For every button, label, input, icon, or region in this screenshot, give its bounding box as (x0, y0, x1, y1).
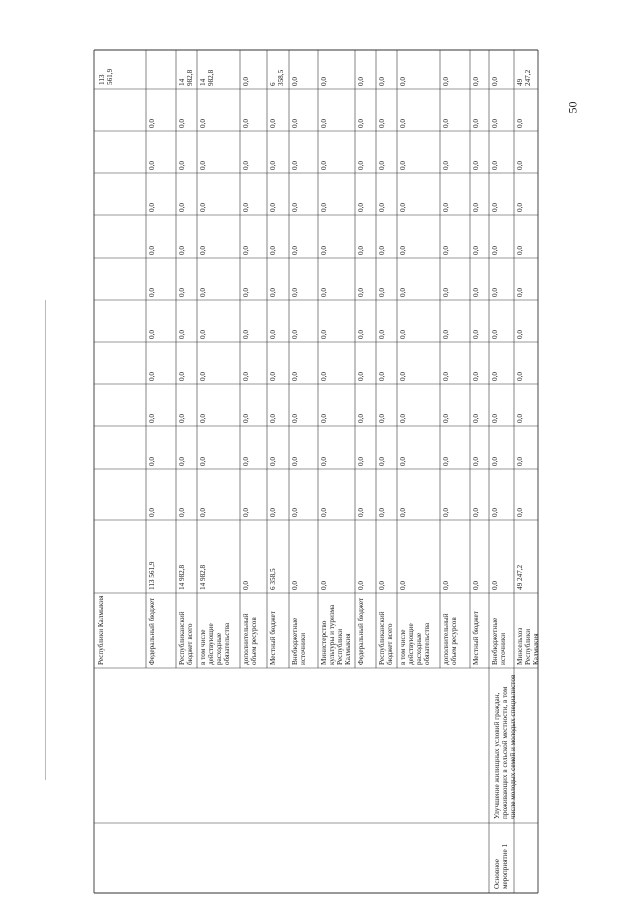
row-value: 0,0 (242, 414, 250, 423)
page-number: 50 (565, 101, 580, 114)
row-value-first: 0,0 (442, 581, 450, 590)
row-value: 0,0 (442, 161, 450, 170)
row-value-first: 0,0 (242, 581, 250, 590)
row-source: Федеральный бюджет (148, 597, 156, 665)
row-value: 0,0 (178, 288, 186, 297)
row-value: 0,0 (269, 414, 277, 423)
row-value: 0,0 (199, 372, 207, 381)
row-value: 0,0 (320, 372, 328, 381)
row-value: 0,0 (148, 330, 156, 339)
row-source: Местный бюджет (269, 611, 277, 665)
row-value: 0,0 (357, 414, 365, 423)
row-value-last: 0,0 (491, 77, 499, 86)
row-value: 0,0 (199, 161, 207, 170)
row-value: 0,0 (269, 457, 277, 466)
row-value: 0,0 (291, 246, 299, 255)
row-source: Внебюджетные источники (491, 617, 507, 665)
row-source: Республиканский бюджет всего (378, 611, 394, 665)
row-value: 0,0 (442, 372, 450, 381)
row-value: 0,0 (399, 414, 407, 423)
row-value: 0,0 (242, 161, 250, 170)
row-value: 0,0 (148, 372, 156, 381)
row-value: 0,0 (242, 288, 250, 297)
row-value: 0,0 (516, 203, 524, 212)
row-source: Минсельхоз Республики Калмыкия (516, 627, 540, 665)
row-value-first: 14 982,8 (199, 564, 207, 590)
row-value: 0,0 (148, 203, 156, 212)
row-value: 0,0 (491, 414, 499, 423)
row-value: 0,0 (148, 119, 156, 128)
row-value: 0,0 (320, 246, 328, 255)
row-value: 0,0 (357, 508, 365, 517)
row-value-last: 49 247,2 (516, 69, 532, 86)
row-value: 0,0 (148, 161, 156, 170)
row-value: 0,0 (442, 508, 450, 517)
row-value: 0,0 (291, 119, 299, 128)
row-value: 0,0 (242, 203, 250, 212)
row-value: 0,0 (178, 457, 186, 466)
row-source: дополнительный объем ресурсов (442, 613, 458, 665)
row-value: 0,0 (357, 161, 365, 170)
row-value: 0,0 (399, 203, 407, 212)
row-value: 0,0 (442, 330, 450, 339)
row-value: 0,0 (291, 161, 299, 170)
row-source: дополнительный объем ресурсов (242, 613, 258, 665)
row-value: 0,0 (242, 330, 250, 339)
row-value: 0,0 (199, 457, 207, 466)
row-value: 0,0 (491, 508, 499, 517)
row-value: 0,0 (491, 161, 499, 170)
row-value: 0,0 (491, 288, 499, 297)
row-value: 0,0 (442, 288, 450, 297)
row-value: 0,0 (378, 288, 386, 297)
row-value: 0,0 (472, 508, 480, 517)
row-value: 0,0 (442, 246, 450, 255)
row-value-last: 0,0 (378, 77, 386, 86)
row-value: 0,0 (378, 457, 386, 466)
row-value: 0,0 (472, 119, 480, 128)
row-value-first: 0,0 (378, 581, 386, 590)
row-value: 0,0 (178, 161, 186, 170)
row-value: 0,0 (378, 203, 386, 212)
row-value: 0,0 (491, 330, 499, 339)
scan-artifact (45, 300, 46, 780)
row-value: 0,0 (320, 203, 328, 212)
row-value: 0,0 (242, 508, 250, 517)
row-value: 0,0 (148, 288, 156, 297)
row-value: 0,0 (320, 414, 328, 423)
row-value-first: 0,0 (472, 581, 480, 590)
row-value: 0,0 (291, 330, 299, 339)
row-value: 0,0 (199, 203, 207, 212)
row-source: Федеральный бюджет (357, 597, 365, 665)
row-value: 0,0 (178, 119, 186, 128)
row-value: 0,0 (242, 246, 250, 255)
row-value: 0,0 (516, 161, 524, 170)
row-value: 0,0 (199, 330, 207, 339)
row-source: Внебюджетные источники (291, 617, 307, 665)
row-value: 0,0 (491, 203, 499, 212)
measure-description: Улучшение жилищных условий граждан, проживающих в сельской местности, в том числе молодых семей и молодых специалистов (493, 674, 517, 819)
row-value: 0,0 (442, 457, 450, 466)
row-value: 0,0 (357, 119, 365, 128)
row-value: 0,0 (291, 203, 299, 212)
row-value: 0,0 (516, 457, 524, 466)
header-region: Республики Калмыкия (97, 595, 105, 665)
row-value: 0,0 (199, 119, 207, 128)
row-value: 0,0 (491, 119, 499, 128)
row-value: 0,0 (399, 508, 407, 517)
row-value: 0,0 (269, 330, 277, 339)
row-value: 0,0 (472, 372, 480, 381)
header-total: 113 561,9 (98, 68, 114, 85)
row-value: 0,0 (269, 246, 277, 255)
row-value-first: 49 247,2 (516, 564, 524, 590)
row-value-first: 14 982,8 (178, 564, 186, 590)
row-value-last: 0,0 (472, 77, 480, 86)
row-value: 0,0 (378, 372, 386, 381)
row-value: 0,0 (516, 246, 524, 255)
row-value-last: 0,0 (399, 77, 407, 86)
row-value: 0,0 (442, 203, 450, 212)
row-source: Министерство культуры и туризма Республики Калмыкия (320, 604, 352, 665)
row-value: 0,0 (399, 457, 407, 466)
row-value-first: 0,0 (357, 581, 365, 590)
row-value: 0,0 (357, 330, 365, 339)
row-source: в том числе действующие расходные обязательства (399, 622, 431, 665)
row-value: 0,0 (516, 372, 524, 381)
row-value-last: 14 982,8 (199, 69, 215, 86)
row-value: 0,0 (291, 288, 299, 297)
row-value: 0,0 (399, 119, 407, 128)
row-source: в том числе действующие расходные обязательства (199, 622, 231, 665)
row-value-first: 0,0 (320, 581, 328, 590)
row-value: 0,0 (199, 246, 207, 255)
row-value: 0,0 (472, 457, 480, 466)
row-value: 0,0 (399, 288, 407, 297)
row-value: 0,0 (357, 288, 365, 297)
row-value-last: 0,0 (320, 77, 328, 86)
row-value: 0,0 (357, 203, 365, 212)
row-value: 0,0 (148, 457, 156, 466)
row-value-first: 6 358,5 (269, 568, 277, 590)
row-value-first: 0,0 (491, 581, 499, 590)
row-source: Республиканский бюджет всего (178, 611, 194, 665)
row-value: 0,0 (242, 372, 250, 381)
row-value: 0,0 (378, 246, 386, 255)
row-value: 0,0 (399, 330, 407, 339)
row-value: 0,0 (269, 508, 277, 517)
row-value: 0,0 (291, 372, 299, 381)
row-value: 0,0 (320, 457, 328, 466)
row-value: 0,0 (269, 372, 277, 381)
row-value: 0,0 (491, 246, 499, 255)
row-value-last: 6 358,5 (269, 69, 285, 86)
row-value: 0,0 (442, 119, 450, 128)
row-value: 0,0 (148, 414, 156, 423)
row-value: 0,0 (472, 246, 480, 255)
row-value: 0,0 (491, 372, 499, 381)
row-value: 0,0 (320, 508, 328, 517)
row-value-last: 0,0 (357, 77, 365, 86)
row-value: 0,0 (269, 161, 277, 170)
row-value: 0,0 (320, 119, 328, 128)
row-value: 0,0 (242, 457, 250, 466)
row-value: 0,0 (399, 161, 407, 170)
row-value-first: 113 561,9 (148, 561, 156, 590)
row-source: Местный бюджет (472, 611, 480, 665)
row-value: 0,0 (516, 508, 524, 517)
row-value: 0,0 (178, 372, 186, 381)
row-value: 0,0 (472, 330, 480, 339)
row-value: 0,0 (178, 414, 186, 423)
row-value: 0,0 (378, 330, 386, 339)
row-value: 0,0 (399, 372, 407, 381)
row-value: 0,0 (472, 288, 480, 297)
row-value: 0,0 (178, 203, 186, 212)
row-value-last: 14 982,8 (178, 69, 194, 86)
row-value: 0,0 (516, 288, 524, 297)
row-value: 0,0 (291, 457, 299, 466)
measure-label: Основное мероприятие 1 (493, 843, 509, 889)
row-value: 0,0 (472, 414, 480, 423)
row-value: 0,0 (199, 288, 207, 297)
row-value: 0,0 (178, 246, 186, 255)
row-value: 0,0 (472, 203, 480, 212)
row-value: 0,0 (320, 288, 328, 297)
row-value: 0,0 (357, 457, 365, 466)
row-value-last: 0,0 (291, 77, 299, 86)
row-value: 0,0 (148, 508, 156, 517)
row-value: 0,0 (320, 330, 328, 339)
row-value: 0,0 (242, 119, 250, 128)
row-value: 0,0 (291, 414, 299, 423)
row-value: 0,0 (178, 330, 186, 339)
row-value: 0,0 (378, 119, 386, 128)
row-value: 0,0 (516, 119, 524, 128)
row-value: 0,0 (148, 246, 156, 255)
row-value: 0,0 (378, 414, 386, 423)
row-value: 0,0 (199, 414, 207, 423)
row-value: 0,0 (178, 508, 186, 517)
row-value: 0,0 (378, 161, 386, 170)
row-value: 0,0 (357, 372, 365, 381)
row-value: 0,0 (491, 457, 499, 466)
row-value: 0,0 (291, 508, 299, 517)
row-value-first: 0,0 (399, 581, 407, 590)
row-value: 0,0 (472, 161, 480, 170)
row-value: 0,0 (269, 203, 277, 212)
row-value: 0,0 (199, 508, 207, 517)
row-value: 0,0 (399, 246, 407, 255)
row-value-first: 0,0 (291, 581, 299, 590)
row-value: 0,0 (320, 161, 328, 170)
row-value: 0,0 (516, 330, 524, 339)
row-value: 0,0 (516, 414, 524, 423)
row-value: 0,0 (378, 508, 386, 517)
row-value-last: 0,0 (242, 77, 250, 86)
row-value-last: 0,0 (442, 77, 450, 86)
row-value: 0,0 (269, 288, 277, 297)
row-value: 0,0 (357, 246, 365, 255)
row-value: 0,0 (269, 119, 277, 128)
row-value: 0,0 (442, 414, 450, 423)
